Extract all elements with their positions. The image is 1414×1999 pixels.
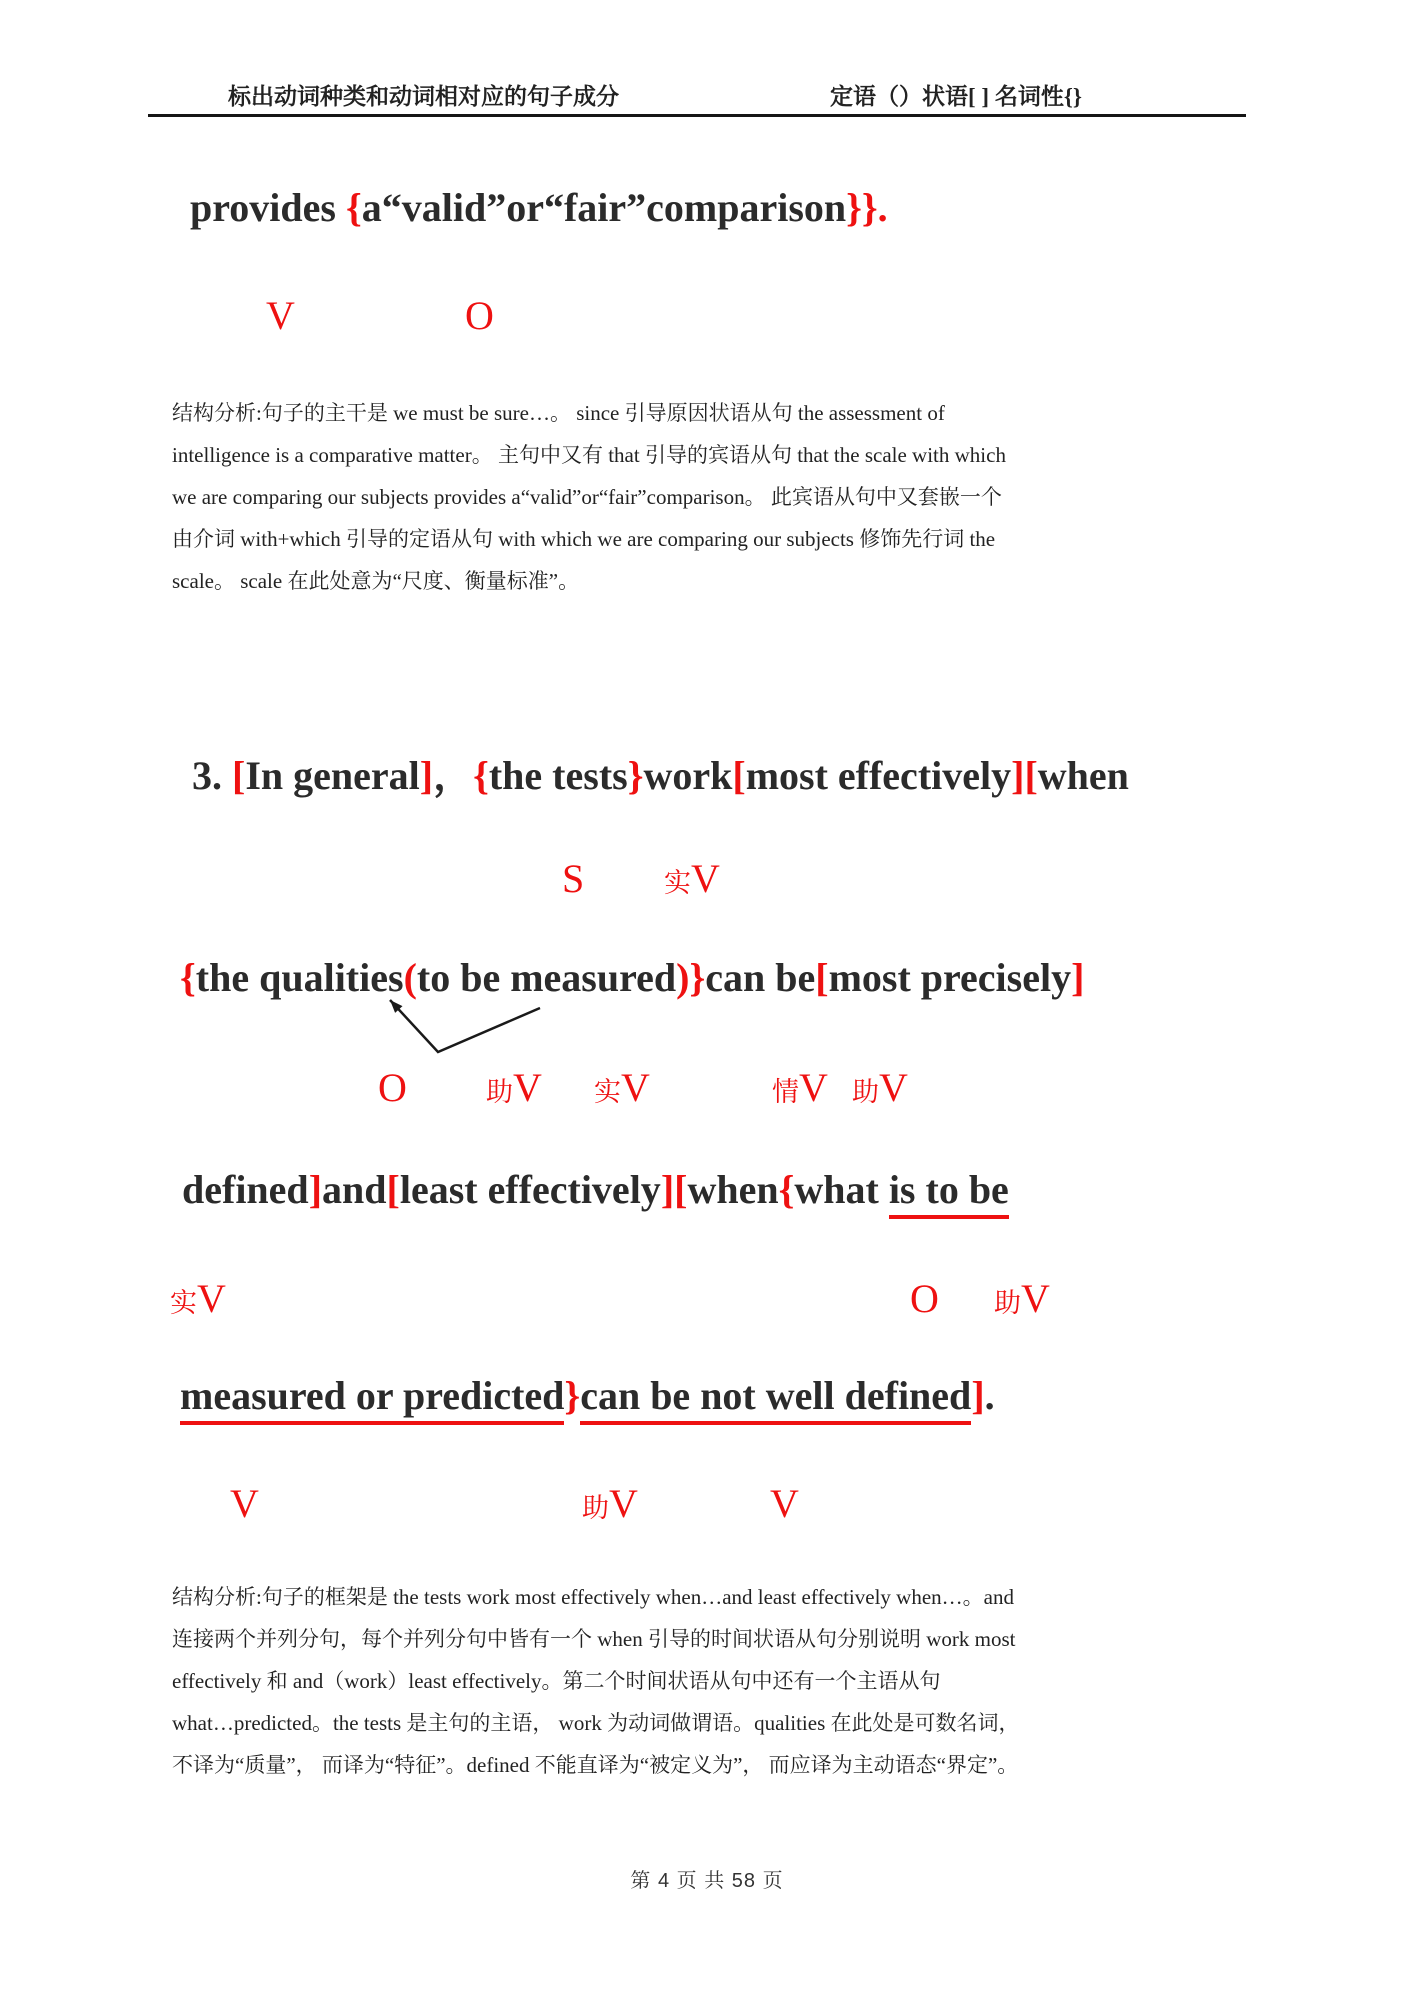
label-aux-verb: 助V (486, 1065, 542, 1110)
bracket-marker: ][ (660, 1167, 688, 1212)
underlined-text: measured or predicted (180, 1373, 564, 1425)
sentence-text: ， (433, 753, 474, 798)
annotation-arrow-icon (360, 990, 560, 1065)
sentence-text: 3. (192, 753, 232, 798)
sentence-text: when (1037, 753, 1129, 798)
sentence3-labels-row4 (170, 1480, 1414, 1534)
header-rule (148, 114, 1246, 117)
analysis-line: 不译为“质量”， 而译为“特征”。defined 不能直译为“被定义为”， 而应译为主动语态“界定”。 (172, 1753, 1019, 1777)
label-verb: V (230, 1481, 259, 1526)
sentence-text: a“valid”or“fair”comparison (361, 185, 847, 230)
bracket-marker: { (778, 1167, 795, 1212)
sentence2-labels-row (170, 292, 1414, 346)
sentence3-labels-row1 (170, 855, 1414, 909)
sentence-text: to be measured (416, 955, 677, 1000)
bracket-marker: ] (308, 1167, 323, 1212)
sentence3-line4 (180, 1372, 995, 1419)
sentence3-labels-row3 (170, 1275, 1414, 1329)
header-right-legend: 定语（）状语[ ] 名词性{} (830, 84, 1082, 109)
sentence2-analysis-paragraph (172, 392, 1006, 602)
sentence-text: most precisely (828, 955, 1072, 1000)
analysis-line: what…predicted。the tests 是主句的主语， work 为动词做谓语。qualities 在此处是可数名词， (172, 1711, 1020, 1735)
sentence2-fragment-line (190, 184, 888, 231)
bracket-marker: { (473, 753, 489, 798)
sentence-text: work (643, 753, 733, 798)
label-object: O (465, 293, 494, 338)
sentence-text: and (322, 1167, 387, 1212)
sentence3-line1 (192, 744, 1129, 801)
bracket-marker: } (627, 753, 644, 798)
label-subject: S (562, 856, 585, 901)
bracket-marker: ( (403, 955, 417, 1000)
bracket-marker: ] (1071, 955, 1085, 1000)
analysis-line: 由介词 with+which 引导的定语从句 with which we are comparing our subjects 修饰先行词 the (172, 527, 996, 551)
label-modal-verb: 情V (772, 1065, 828, 1110)
page-number-footer: 第 4 页 共 58 页 (630, 1870, 784, 1892)
analysis-line: intelligence is a comparative matter。 主句中又有 that 引导的宾语从句 that the scale with which (172, 443, 1006, 467)
sentence3-line2 (180, 954, 1084, 1001)
bracket-marker: ][ (1011, 753, 1038, 798)
sentence-text: provides (190, 185, 346, 230)
label-object: O (910, 1276, 939, 1321)
sentence-text: most effectively (745, 753, 1012, 798)
bracket-marker: ] (971, 1373, 985, 1418)
bracket-marker: { (180, 955, 196, 1000)
sentence-text: least effectively (399, 1167, 661, 1212)
sentence3-labels-row2 (170, 1064, 1414, 1118)
bracket-marker: [ (232, 753, 246, 798)
analysis-line: 结构分析:句子的框架是 the tests work most effectively when…and least effectively when…。and (172, 1585, 1014, 1609)
sentence-text: defined (182, 1167, 309, 1212)
analysis-line: scale。 scale 在此处意为“尺度、衡量标准”。 (172, 569, 580, 593)
analysis-line: 连接两个并列分句，每个并列分句中皆有一个 when 引导的时间状语从句分别说明 work most (172, 1627, 1016, 1651)
sentence3-analysis-paragraph (172, 1576, 1020, 1786)
header-left-title: 标出动词种类和动词相对应的句子成分 (228, 84, 619, 109)
bracket-marker: )} (676, 955, 706, 1000)
bracket-marker: [ (386, 1167, 400, 1212)
label-object: O (378, 1065, 407, 1110)
sentence-text: when (687, 1167, 779, 1212)
sentence-text: . (984, 1373, 995, 1418)
label-aux-verb: 助V (582, 1481, 638, 1526)
label-main-verb: 实V (594, 1065, 650, 1110)
label-aux-verb: 助V (852, 1065, 908, 1110)
sentence-text: the qualities (195, 955, 404, 1000)
label-aux-verb: 助V (994, 1276, 1050, 1321)
label-main-verb: 实V (664, 856, 720, 901)
bracket-marker: [ (732, 753, 746, 798)
underlined-text: can be not well defined (580, 1373, 971, 1425)
underlined-text: is to be (889, 1167, 1009, 1219)
analysis-line: we are comparing our subjects provides a“valid”or“fair”comparison。 此宾语从句中又套嵌一个 (172, 485, 1002, 509)
bracket-marker: }}. (846, 185, 888, 230)
sentence-text: what (794, 1167, 889, 1212)
bracket-marker: [ (815, 955, 829, 1000)
label-verb: V (770, 1481, 799, 1526)
bracket-marker: { (345, 185, 362, 230)
sentence-text: In general (245, 753, 420, 798)
bracket-marker: } (564, 1373, 581, 1418)
analysis-line: effectively 和 and（work）least effectively。第二个时间状语从句中还有一个主语从句 (172, 1669, 941, 1693)
sentence-text: can be (705, 955, 816, 1000)
analysis-line: 结构分析:句子的主干是 we must be sure…。 since 引导原因状语从句 the assessment of (172, 401, 945, 425)
sentence-text: the tests (488, 753, 628, 798)
label-verb: V (266, 293, 295, 338)
label-main-verb: 实V (170, 1276, 226, 1321)
sentence3-line3 (182, 1166, 1009, 1213)
bracket-marker: ] (419, 753, 434, 798)
